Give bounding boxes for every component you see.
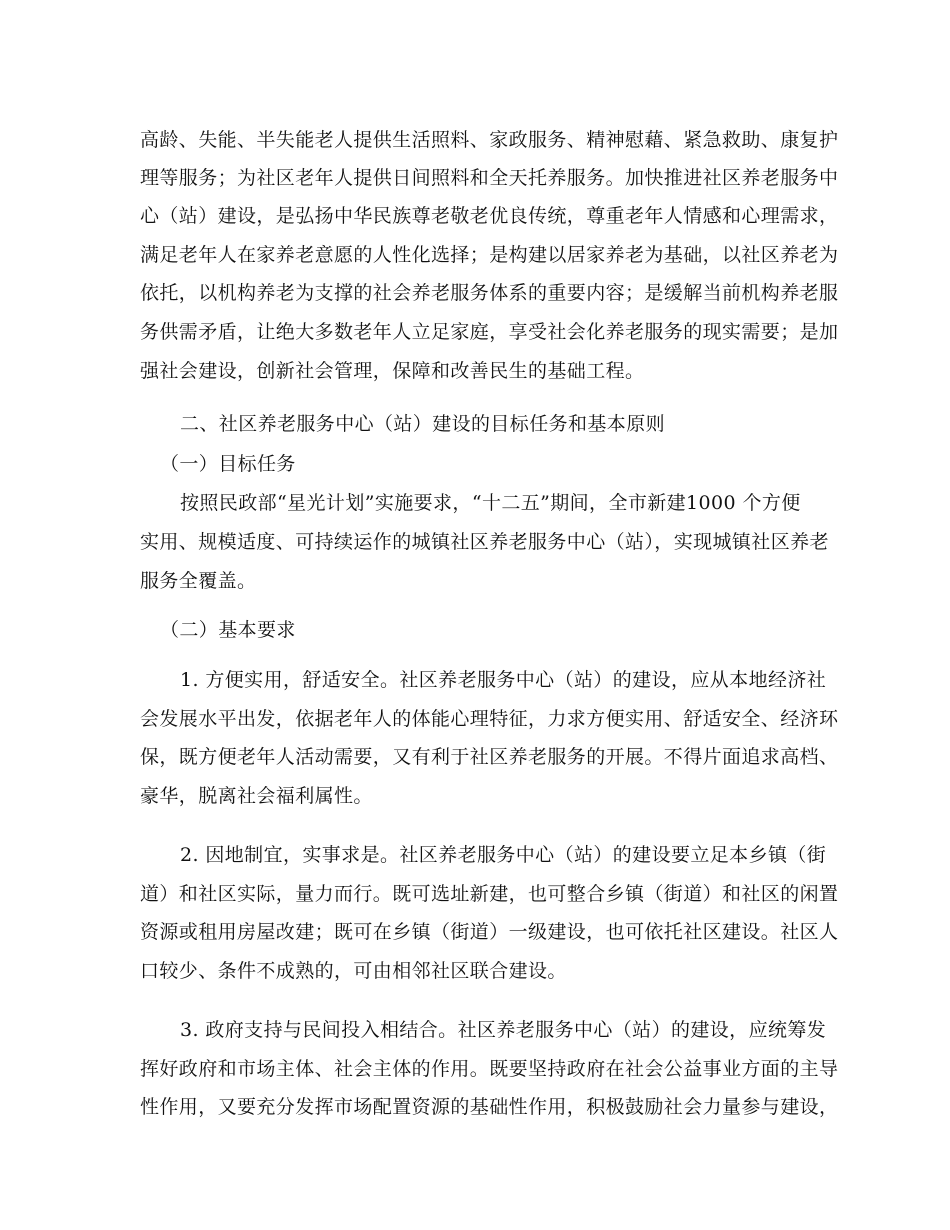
paragraph-line: 挥好政府和市场主体、社会主体的作用。既要坚持政府在社会公益事业方面的主导 [140, 1058, 839, 1080]
paragraph-line: 道）和社区实际，量力而行。既可选址新建，也可整合乡镇（街道）和社区的闲置 [140, 883, 839, 905]
paragraph-line: 理等服务；为社区老年人提供日间照料和全天托养服务。加快推进社区养老服务中 [140, 167, 839, 189]
paragraph-line: 服务全覆盖。 [140, 570, 257, 592]
paragraph-line: 心（站）建设，是弘扬中华民族尊老敬老优良传统，尊重老年人情感和心理需求， [140, 205, 839, 227]
paragraph-line: 豪华，脱离社会福利属性。 [140, 785, 373, 807]
paragraph-line: 1. 方便实用，舒适安全。社区养老服务中心（站）的建设，应从本地经济社 [180, 669, 827, 691]
paragraph-line: 2. 因地制宜，实事求是。社区养老服务中心（站）的建设要立足本乡镇（街 [180, 844, 827, 866]
paragraph-line: 3. 政府支持与民间投入相结合。社区养老服务中心（站）的建设，应统筹发 [180, 1019, 827, 1041]
paragraph-line: 性作用，又要充分发挥市场配置资源的基础性作用，积极鼓励社会力量参与建设， [140, 1096, 839, 1118]
paragraph-line: 满足老年人在家养老意愿的人性化选择；是构建以居家养老为基础，以社区养老为 [140, 244, 839, 266]
paragraph-line: 高龄、失能、半失能老人提供生活照料、家政服务、精神慰藉、紧急救助、康复护 [140, 129, 839, 151]
section-heading: 二、社区养老服务中心（站）建设的目标任务和基本原则 [180, 413, 666, 435]
paragraph-line: 按照民政部“星光计划”实施要求，“十二五”期间，全市新建1000 个方便 [180, 492, 801, 514]
paragraph-line: 务供需矛盾，让绝大多数老年人立足家庭，享受社会化养老服务的现实需要；是加 [140, 321, 839, 343]
paragraph-line: 实用、规模适度、可持续运作的城镇社区养老服务中心（站），实现城镇社区养老 [140, 531, 829, 553]
paragraph-line: 强社会建设，创新社会管理，保障和改善民生的基础工程。 [140, 360, 645, 382]
paragraph-line: 依托，以机构养老为支撑的社会养老服务体系的重要内容；是缓解当前机构养老服 [140, 282, 839, 304]
paragraph-line: 口较少、条件不成熟的，可由相邻社区联合建设。 [140, 960, 567, 982]
paragraph-line: 保，既方便老年人活动需要，又有利于社区养老服务的开展。不得片面追求高档、 [140, 746, 839, 768]
paragraph-line: 会发展水平出发，依据老年人的体能心理特征，力求方便实用、舒适安全、经济环 [140, 708, 839, 730]
paragraph-line: 资源或租用房屋改建；既可在乡镇（街道）一级建设，也可依托社区建设。社区人 [140, 921, 839, 943]
subsection-heading: （一）目标任务 [160, 453, 296, 475]
subsection-heading: （二）基本要求 [160, 619, 296, 641]
